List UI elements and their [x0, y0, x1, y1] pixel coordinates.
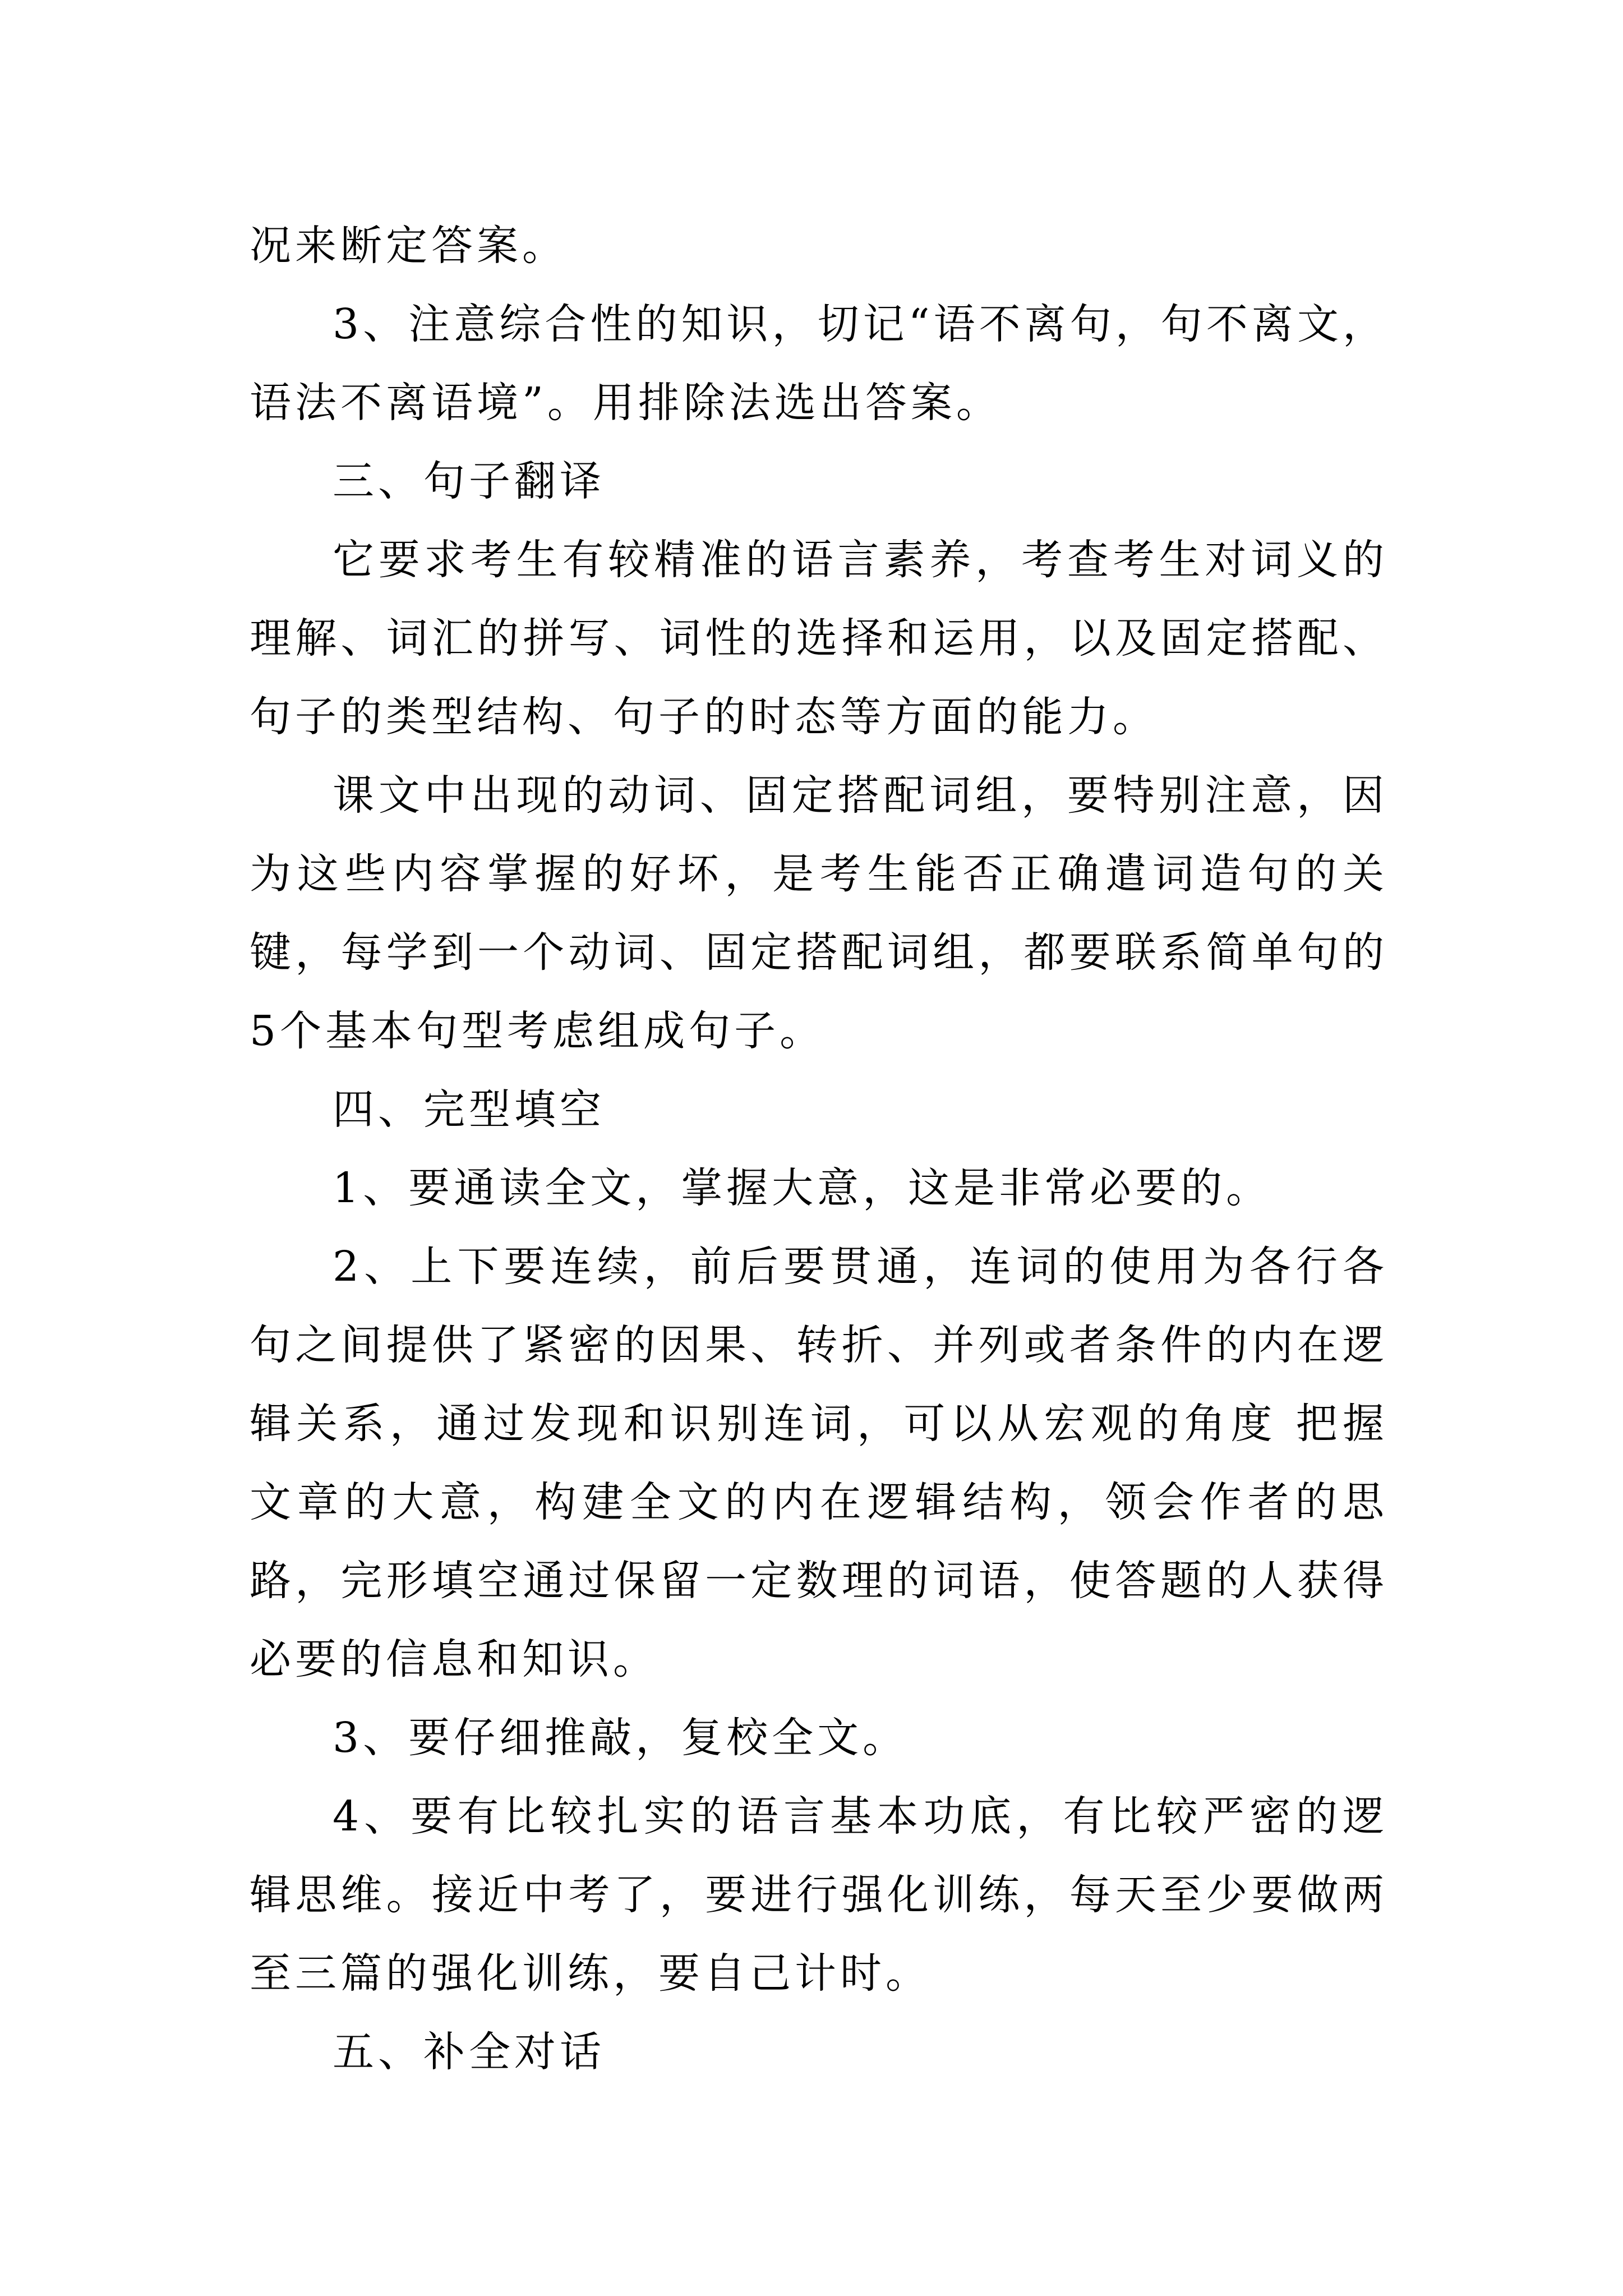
- paragraph-verbs-phrases: 课文中出现的动词、固定搭配词组，要特别注意，因为这些内容掌握的好坏，是考生能否正确遣词造句的关键，每学到一个动词、固定搭配词组，都要联系简单句的5个基本句型考虑组成句子。: [250, 771, 1388, 1055]
- section-heading-complete-dialogue: 五、补全对话: [333, 2028, 605, 2076]
- document-body: [250, 206, 1388, 2091]
- paragraph-cloze-item-1: 1、要通读全文，掌握大意，这是非常必要的。: [333, 1164, 1272, 1212]
- paragraph-cloze-item-2: 2、上下要连续，前后要贯通，连词的使用为各行各句之间提供了紧密的因果、转折、并列或者条件的内在逻辑关系，通过发现和识别连词，可以从宏观的角度 把握文章的大意，构建全文的内在逻辑结构，领会作者的思路，完形填空通过保留一定数理的词语，使答题的人获得必要的信息和知识。: [250, 1243, 1388, 1683]
- section-heading-cloze: 四、完型填空: [333, 1085, 605, 1134]
- paragraph-cloze-item-3: 3、要仔细推敲，复校全文。: [333, 1714, 909, 1762]
- section-heading-sentence-translation: 三、句子翻译: [333, 457, 605, 505]
- paragraph-translation-requirements: 它要求考生有较精准的语言素养，考查考生对词义的理解、词汇的拼写、词性的选择和运用，以及固定搭配、句子的类型结构、句子的时态等方面的能力。: [250, 536, 1388, 741]
- paragraph-continuation: 况来断定答案。: [250, 222, 568, 270]
- paragraph-item-3-comprehensive: 3、注意综合性的知识，切记“语不离句，句不离文，语法不离语境”。用排除法选出答案。: [250, 300, 1388, 427]
- paragraph-cloze-item-4: 4、要有比较扎实的语言基本功底，有比较严密的逻辑思维。接近中考了，要进行强化训练，每天至少要做两至三篇的强化训练，要自己计时。: [250, 1792, 1388, 1998]
